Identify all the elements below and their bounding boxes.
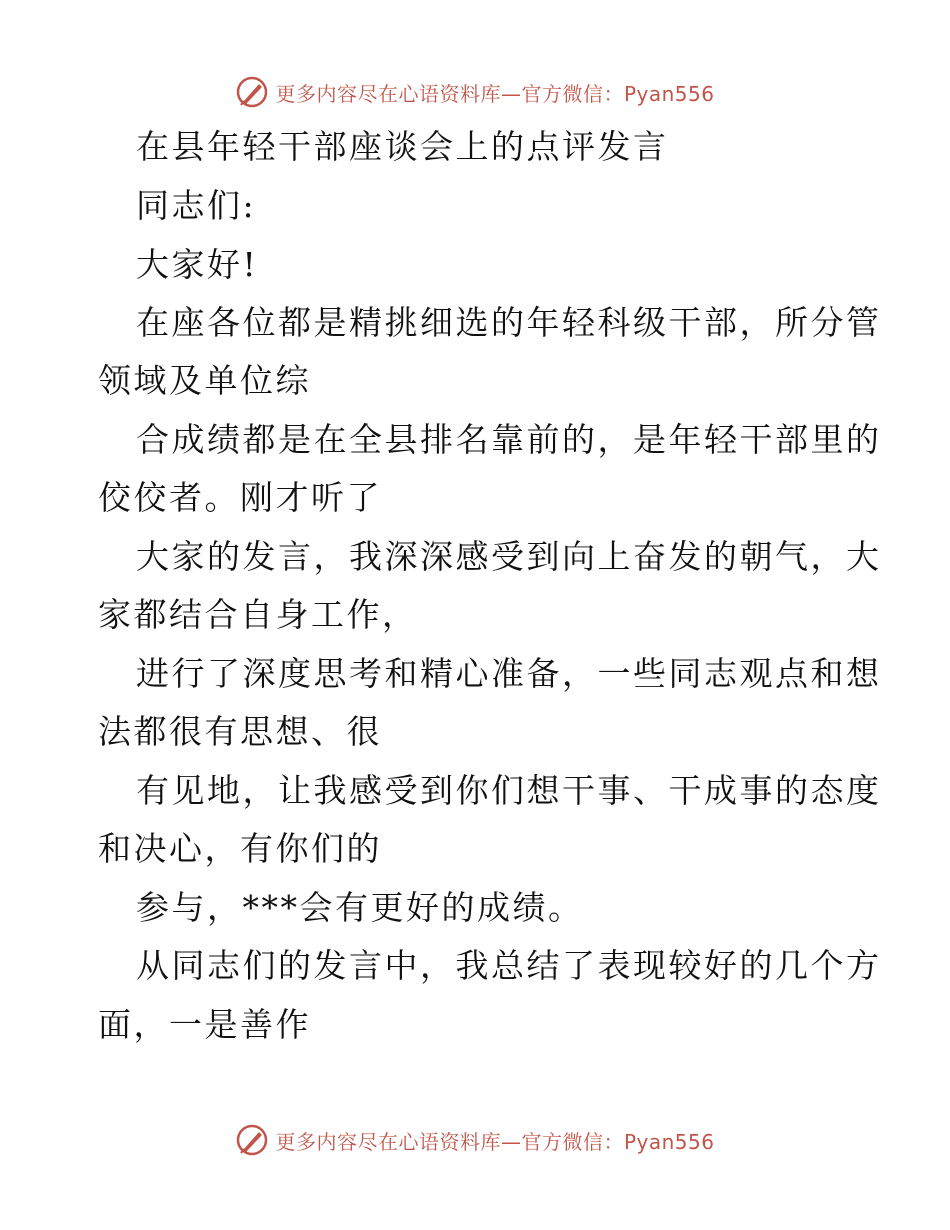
paragraph-line: 进行了深度思考和精心准备，一些同志观点和想	[136, 654, 882, 693]
paragraph-line: 家都结合自身工作，	[98, 595, 418, 634]
paragraph-line: 和决心，有你们的	[98, 829, 382, 868]
paragraph-line: 在座各位都是精挑细选的年轻科级干部，所分管	[136, 303, 882, 342]
paragraph-line: 大家的发言，我深深感受到向上奋发的朝气，大	[136, 537, 882, 576]
greeting: 大家好!	[136, 245, 259, 284]
paragraph-line: 法都很有思想、很	[98, 712, 382, 751]
banner-text: 更多内容尽在心语资料库—官方微信：Pyan556	[275, 81, 715, 106]
paragraph-line: 合成绩都是在全县排名靠前的，是年轻干部里的	[136, 420, 882, 459]
banner-text: 更多内容尽在心语资料库—官方微信：Pyan556	[275, 1129, 715, 1154]
document-title: 在县年轻干部座谈会上的点评发言	[136, 127, 669, 166]
paragraph-line: 领域及单位综	[98, 361, 311, 400]
paragraph-line: 从同志们的发言中，我总结了表现较好的几个方	[136, 946, 882, 985]
footer-banner	[0, 1120, 950, 1160]
quill-logo-icon	[235, 75, 269, 109]
paragraph-line: 面，一是善作	[98, 1005, 311, 1044]
paragraph-line: 有见地，让我感受到你们想干事、干成事的态度	[136, 771, 882, 810]
quill-logo-icon	[235, 1123, 269, 1157]
paragraph-line: 佼佼者。刚才听了	[98, 478, 382, 517]
salutation: 同志们:	[136, 186, 257, 225]
paragraph-line: 参与，***会有更好的成绩。	[136, 888, 584, 927]
header-banner	[0, 72, 950, 112]
